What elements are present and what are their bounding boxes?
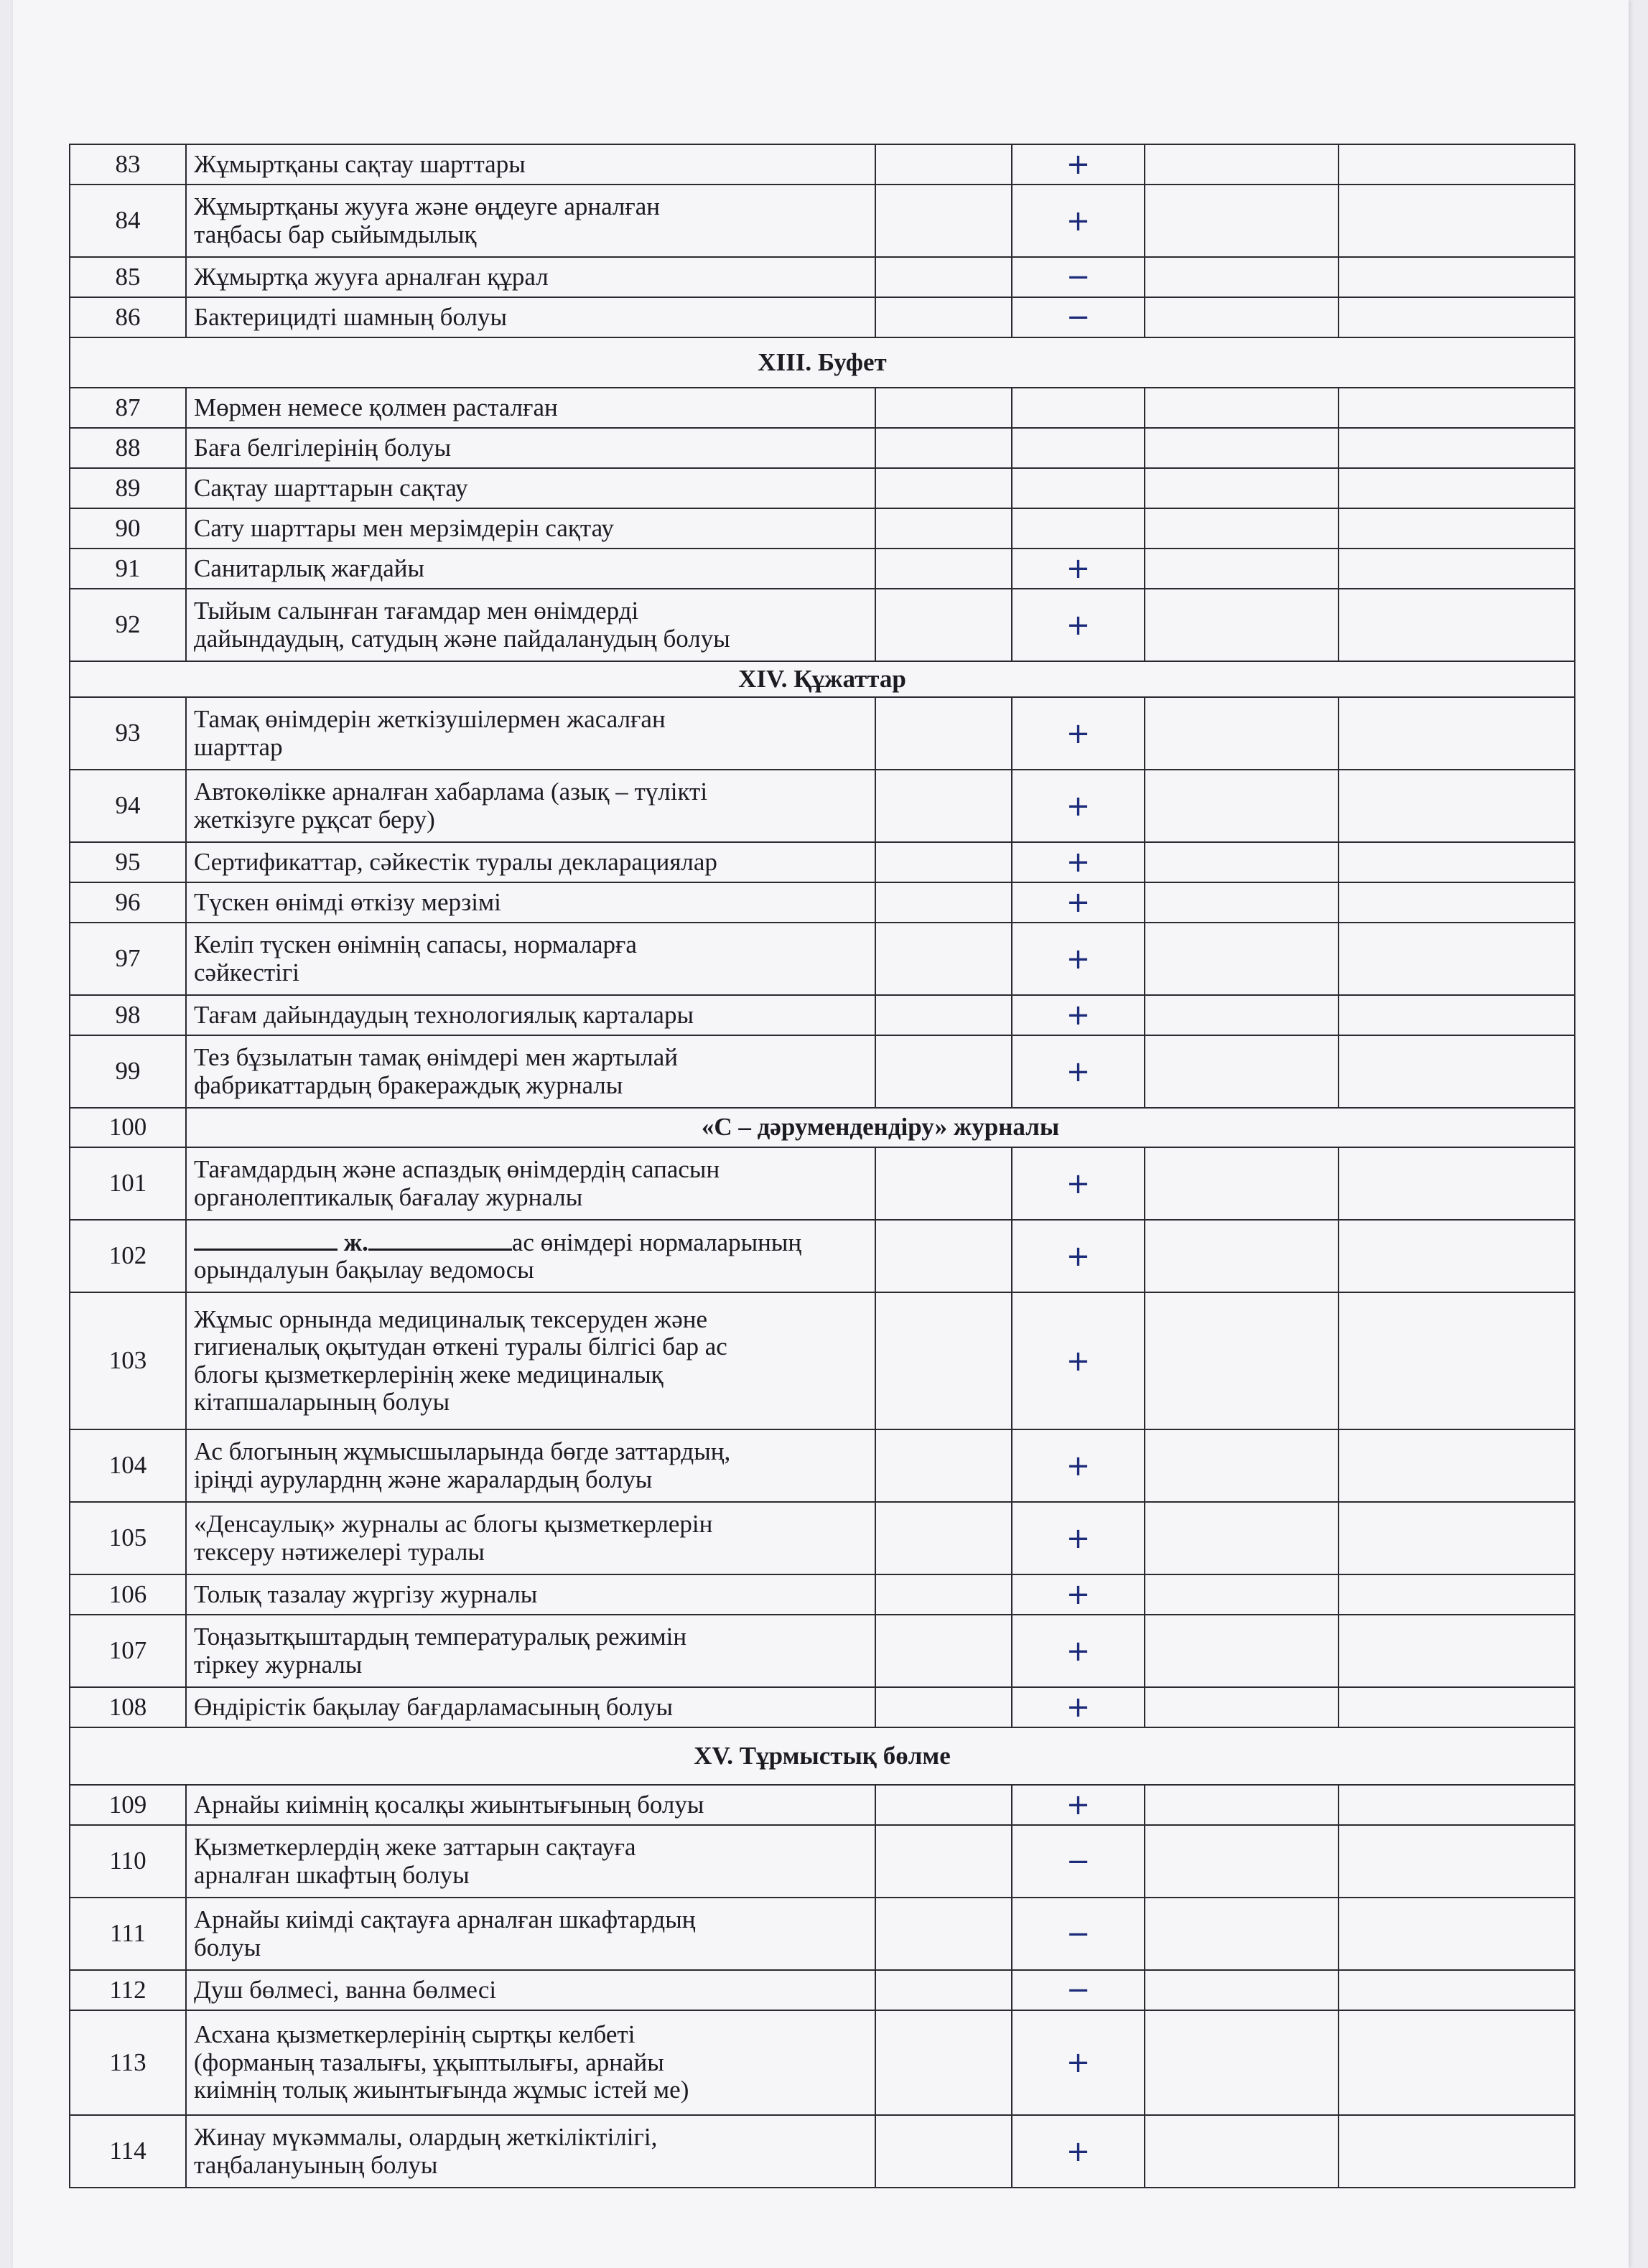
empty-cell bbox=[1145, 144, 1339, 185]
handwritten-mark: − bbox=[1012, 1825, 1145, 1898]
table-row bbox=[70, 144, 1575, 185]
table-row bbox=[70, 1898, 1575, 1970]
row-text: Жұмыс орнында медициналық тексеруден және гигиеналық оқытудан өткені туралы білгісі бар ас блогы қызметкерлерінің жеке медициналық кітапшаларының болуы bbox=[186, 1292, 875, 1429]
empty-cell bbox=[875, 770, 1012, 842]
empty-cell bbox=[1145, 1429, 1339, 1502]
empty-cell bbox=[1339, 1574, 1575, 1615]
empty-cell bbox=[1145, 842, 1339, 882]
empty-cell bbox=[1339, 589, 1575, 661]
row-number: 107 bbox=[70, 1615, 186, 1687]
table-row bbox=[70, 923, 1575, 995]
empty-cell bbox=[1339, 144, 1575, 185]
empty-cell bbox=[875, 1147, 1012, 1220]
table-row bbox=[70, 1687, 1575, 1727]
empty-cell bbox=[1339, 923, 1575, 995]
empty-cell bbox=[1339, 1147, 1575, 1220]
handwritten-mark bbox=[1012, 468, 1145, 508]
handwritten-mark: + bbox=[1012, 549, 1145, 589]
empty-cell bbox=[1145, 589, 1339, 661]
empty-cell bbox=[1145, 1292, 1339, 1429]
row-number: 86 bbox=[70, 297, 186, 337]
row-number: 105 bbox=[70, 1502, 186, 1574]
table-row bbox=[70, 297, 1575, 337]
document-page bbox=[13, 0, 1629, 2268]
empty-cell bbox=[1339, 257, 1575, 297]
table-row bbox=[70, 388, 1575, 428]
handwritten-mark: + bbox=[1012, 589, 1145, 661]
table-row bbox=[70, 2010, 1575, 2115]
empty-cell bbox=[1145, 1220, 1339, 1292]
row-number: 112 bbox=[70, 1970, 186, 2010]
empty-cell bbox=[875, 1898, 1012, 1970]
empty-cell bbox=[875, 468, 1012, 508]
table-row bbox=[70, 1035, 1575, 1108]
row-text: Сату шарттары мен мерзімдерін сақтау bbox=[186, 508, 875, 549]
empty-cell bbox=[875, 2115, 1012, 2188]
empty-cell bbox=[875, 549, 1012, 589]
empty-cell bbox=[875, 257, 1012, 297]
empty-cell bbox=[1339, 2010, 1575, 2115]
empty-cell bbox=[1145, 2115, 1339, 2188]
table-row bbox=[70, 428, 1575, 468]
row-number: 95 bbox=[70, 842, 186, 882]
handwritten-mark: + bbox=[1012, 2010, 1145, 2115]
empty-cell bbox=[1145, 549, 1339, 589]
empty-cell bbox=[1339, 1220, 1575, 1292]
empty-cell bbox=[875, 144, 1012, 185]
row-number: 100 bbox=[70, 1108, 186, 1147]
row-text: Арнайы киімді сақтауға арналған шкафтардың болуы bbox=[186, 1898, 875, 1970]
empty-cell bbox=[875, 882, 1012, 923]
row-number: 96 bbox=[70, 882, 186, 923]
row-text: Жұмыртқа жууға арналған құрал bbox=[186, 257, 875, 297]
row-number: 94 bbox=[70, 770, 186, 842]
empty-cell bbox=[1339, 549, 1575, 589]
empty-cell bbox=[1339, 508, 1575, 549]
table-row bbox=[70, 257, 1575, 297]
section-row bbox=[70, 1108, 1575, 1147]
row-number: 98 bbox=[70, 995, 186, 1035]
empty-cell bbox=[1145, 697, 1339, 770]
table-row bbox=[70, 995, 1575, 1035]
row-number: 93 bbox=[70, 697, 186, 770]
empty-cell bbox=[1339, 1785, 1575, 1825]
empty-cell bbox=[875, 697, 1012, 770]
handwritten-mark: + bbox=[1012, 923, 1145, 995]
handwritten-mark: + bbox=[1012, 1429, 1145, 1502]
row-number: 84 bbox=[70, 185, 186, 257]
empty-cell bbox=[1339, 297, 1575, 337]
row-number: 110 bbox=[70, 1825, 186, 1898]
handwritten-mark: − bbox=[1012, 297, 1145, 337]
section-row bbox=[70, 1727, 1575, 1785]
empty-cell bbox=[875, 2010, 1012, 2115]
handwritten-mark bbox=[1012, 388, 1145, 428]
row-text: Жұмыртқаны жууға және өңдеуге арналған таңбасы бар сыйымдылық bbox=[186, 185, 875, 257]
empty-cell bbox=[1145, 2010, 1339, 2115]
table-row bbox=[70, 549, 1575, 589]
row-text: Мөрмен немесе қолмен расталған bbox=[186, 388, 875, 428]
empty-cell bbox=[1339, 388, 1575, 428]
empty-cell bbox=[1339, 468, 1575, 508]
empty-cell bbox=[875, 297, 1012, 337]
empty-cell bbox=[1339, 1687, 1575, 1727]
empty-cell bbox=[875, 923, 1012, 995]
table-row bbox=[70, 1785, 1575, 1825]
empty-cell bbox=[1339, 770, 1575, 842]
row-number: 103 bbox=[70, 1292, 186, 1429]
handwritten-mark: − bbox=[1012, 1898, 1145, 1970]
handwritten-mark bbox=[1012, 508, 1145, 549]
handwritten-mark bbox=[1012, 428, 1145, 468]
row-text: Санитарлық жағдайы bbox=[186, 549, 875, 589]
empty-cell bbox=[1339, 1035, 1575, 1108]
row-text: «Денсаулық» журналы ас блогы қызметкерлерін тексеру нәтижелері туралы bbox=[186, 1502, 875, 1574]
row-number: 90 bbox=[70, 508, 186, 549]
section-row bbox=[70, 337, 1575, 388]
row-number: 111 bbox=[70, 1898, 186, 1970]
empty-cell bbox=[1145, 1825, 1339, 1898]
row-number: 91 bbox=[70, 549, 186, 589]
row-number: 102 bbox=[70, 1220, 186, 1292]
row-text: Келіп түскен өнімнің сапасы, нормаларға сәйкестігі bbox=[186, 923, 875, 995]
table-row bbox=[70, 770, 1575, 842]
handwritten-mark: + bbox=[1012, 1574, 1145, 1615]
empty-cell bbox=[1145, 995, 1339, 1035]
row-text: Өндірістік бақылау бағдарламасының болуы bbox=[186, 1687, 875, 1727]
empty-cell bbox=[1339, 2115, 1575, 2188]
row-text: Сақтау шарттарын сақтау bbox=[186, 468, 875, 508]
row-text: Сертификаттар, сәйкестік туралы декларациялар bbox=[186, 842, 875, 882]
table-row bbox=[70, 1429, 1575, 1502]
empty-cell bbox=[875, 388, 1012, 428]
row-number: 88 bbox=[70, 428, 186, 468]
empty-cell bbox=[1145, 770, 1339, 842]
handwritten-mark: + bbox=[1012, 1035, 1145, 1108]
handwritten-mark: + bbox=[1012, 1147, 1145, 1220]
empty-cell bbox=[1339, 882, 1575, 923]
empty-cell bbox=[875, 589, 1012, 661]
row-number: 113 bbox=[70, 2010, 186, 2115]
row-text: Тыйым салынған тағамдар мен өнімдерді дайындаудың, сатудың және пайдаланудың болуы bbox=[186, 589, 875, 661]
handwritten-mark: + bbox=[1012, 882, 1145, 923]
empty-cell bbox=[1339, 1292, 1575, 1429]
table-row bbox=[70, 185, 1575, 257]
empty-cell bbox=[875, 1615, 1012, 1687]
handwritten-mark: + bbox=[1012, 1687, 1145, 1727]
handwritten-mark: + bbox=[1012, 144, 1145, 185]
table-row bbox=[70, 1825, 1575, 1898]
handwritten-mark: − bbox=[1012, 257, 1145, 297]
table-row bbox=[70, 2115, 1575, 2188]
empty-cell bbox=[1145, 508, 1339, 549]
empty-cell bbox=[875, 508, 1012, 549]
empty-cell bbox=[1145, 923, 1339, 995]
empty-cell bbox=[1145, 1687, 1339, 1727]
empty-cell bbox=[875, 1574, 1012, 1615]
handwritten-mark: + bbox=[1012, 1785, 1145, 1825]
handwritten-mark: + bbox=[1012, 842, 1145, 882]
handwritten-mark: + bbox=[1012, 1615, 1145, 1687]
empty-cell bbox=[1145, 1785, 1339, 1825]
empty-cell bbox=[875, 185, 1012, 257]
row-text: Душ бөлмесі, ванна бөлмесі bbox=[186, 1970, 875, 2010]
empty-cell bbox=[875, 1970, 1012, 2010]
empty-cell bbox=[1339, 1615, 1575, 1687]
empty-cell bbox=[1145, 1147, 1339, 1220]
empty-cell bbox=[1145, 1898, 1339, 1970]
empty-cell bbox=[875, 1429, 1012, 1502]
row-text: Толық тазалау жүргізу журналы bbox=[186, 1574, 875, 1615]
table-row bbox=[70, 1292, 1575, 1429]
empty-cell bbox=[1145, 1035, 1339, 1108]
row-text: Автокөлікке арналған хабарлама (азық – түлікті жеткізуге рұқсат беру) bbox=[186, 770, 875, 842]
empty-cell bbox=[875, 1825, 1012, 1898]
table-row bbox=[70, 1615, 1575, 1687]
row-text: Тез бұзылатын тамақ өнімдері мен жартылай фабрикаттардың бракераждық журналы bbox=[186, 1035, 875, 1108]
empty-cell bbox=[875, 1292, 1012, 1429]
row-number: 108 bbox=[70, 1687, 186, 1727]
table-row bbox=[70, 1502, 1575, 1574]
empty-cell bbox=[1145, 1615, 1339, 1687]
empty-cell bbox=[1339, 185, 1575, 257]
empty-cell bbox=[875, 995, 1012, 1035]
table-row bbox=[70, 882, 1575, 923]
empty-cell bbox=[1145, 468, 1339, 508]
row-text: Ас блогының жұмысшыларында бөгде заттардың, іріңді ауруларднң және жаралардың болуы bbox=[186, 1429, 875, 1502]
row-number: 89 bbox=[70, 468, 186, 508]
empty-cell bbox=[1339, 1898, 1575, 1970]
empty-cell bbox=[1339, 1429, 1575, 1502]
handwritten-mark: + bbox=[1012, 2115, 1145, 2188]
row-number: 101 bbox=[70, 1147, 186, 1220]
table-row bbox=[70, 1574, 1575, 1615]
empty-cell bbox=[1145, 1502, 1339, 1574]
empty-cell bbox=[1145, 428, 1339, 468]
section-heading-household-room: XV. Тұрмыстық бөлме bbox=[70, 1727, 1575, 1785]
empty-cell bbox=[1145, 257, 1339, 297]
empty-cell bbox=[1339, 428, 1575, 468]
row-text: Түскен өнімді өткізу мерзімі bbox=[186, 882, 875, 923]
row-number: 106 bbox=[70, 1574, 186, 1615]
row-text: Арнайы киімнің қосалқы жиынтығының болуы bbox=[186, 1785, 875, 1825]
table-row bbox=[70, 697, 1575, 770]
row-text: Жұмыртқаны сақтау шарттары bbox=[186, 144, 875, 185]
empty-cell bbox=[875, 1687, 1012, 1727]
empty-cell bbox=[875, 1502, 1012, 1574]
section-heading-buffet: XIII. Буфет bbox=[70, 337, 1575, 388]
row-number: 83 bbox=[70, 144, 186, 185]
row-number: 109 bbox=[70, 1785, 186, 1825]
empty-cell bbox=[875, 1035, 1012, 1108]
row-text: Тоңазытқыштардың температуралық режимін тіркеу журналы bbox=[186, 1615, 875, 1687]
empty-cell bbox=[875, 1220, 1012, 1292]
empty-cell bbox=[1339, 1970, 1575, 2010]
row-number: 114 bbox=[70, 2115, 186, 2188]
handwritten-mark: + bbox=[1012, 697, 1145, 770]
empty-cell bbox=[1145, 388, 1339, 428]
empty-cell bbox=[1145, 185, 1339, 257]
row-number: 97 bbox=[70, 923, 186, 995]
blank-line bbox=[194, 1228, 337, 1251]
empty-cell bbox=[875, 842, 1012, 882]
row-number: 104 bbox=[70, 1429, 186, 1502]
row-text: Бактерицидті шамның болуы bbox=[186, 297, 875, 337]
handwritten-mark: + bbox=[1012, 995, 1145, 1035]
empty-cell bbox=[1339, 995, 1575, 1035]
section-heading-documents: XIV. Құжаттар bbox=[70, 661, 1575, 697]
table-row bbox=[70, 508, 1575, 549]
handwritten-mark: + bbox=[1012, 185, 1145, 257]
empty-cell bbox=[1145, 297, 1339, 337]
row-number: 92 bbox=[70, 589, 186, 661]
handwritten-mark: + bbox=[1012, 1220, 1145, 1292]
table-row bbox=[70, 589, 1575, 661]
table-row bbox=[70, 1147, 1575, 1220]
empty-cell bbox=[875, 428, 1012, 468]
row-text: Жинау мүкәммалы, олардың жеткіліктілігі, таңбалануының болуы bbox=[186, 2115, 875, 2188]
empty-cell bbox=[1339, 1502, 1575, 1574]
section-row bbox=[70, 661, 1575, 697]
row-text: Тағамдардың және аспаздық өнімдердің сапасын органолептикалық бағалау журналы bbox=[186, 1147, 875, 1220]
empty-cell bbox=[1339, 842, 1575, 882]
row-text: Қызметкерлердің жеке заттарын сақтауға арналған шкафтың болуы bbox=[186, 1825, 875, 1898]
table-row bbox=[70, 1970, 1575, 2010]
row-text: Тағам дайындаудың технологиялық карталары bbox=[186, 995, 875, 1035]
empty-cell bbox=[1145, 1970, 1339, 2010]
handwritten-mark: + bbox=[1012, 770, 1145, 842]
empty-cell bbox=[1145, 1574, 1339, 1615]
section-heading-vitamin-journal: «С – дәрумендендіру» журналы bbox=[186, 1108, 1575, 1147]
blank-line bbox=[368, 1228, 512, 1251]
row-number: 85 bbox=[70, 257, 186, 297]
row-text: Баға белгілерінің болуы bbox=[186, 428, 875, 468]
empty-cell bbox=[1339, 1825, 1575, 1898]
row-number: 99 bbox=[70, 1035, 186, 1108]
table-row bbox=[70, 842, 1575, 882]
handwritten-mark: + bbox=[1012, 1502, 1145, 1574]
handwritten-mark: + bbox=[1012, 1292, 1145, 1429]
empty-cell bbox=[1339, 697, 1575, 770]
empty-cell bbox=[1145, 882, 1339, 923]
handwritten-mark: − bbox=[1012, 1970, 1145, 2010]
row-number: 87 bbox=[70, 388, 186, 428]
table-row bbox=[70, 1220, 1575, 1292]
row-text: ж. ас өнімдері нормаларының орындалуын бақылау ведомосы bbox=[186, 1220, 875, 1292]
row-text: Асхана қызметкерлерінің сыртқы келбеті (форманың тазалығы, ұқыптылығы, арнайы киімнің толық жиынтығында жұмыс істей ме) bbox=[186, 2010, 875, 2115]
checklist-table bbox=[69, 144, 1575, 2188]
row-text: Тамақ өнімдерін жеткізушілермен жасалған шарттар bbox=[186, 697, 875, 770]
empty-cell bbox=[875, 1785, 1012, 1825]
table-row bbox=[70, 468, 1575, 508]
